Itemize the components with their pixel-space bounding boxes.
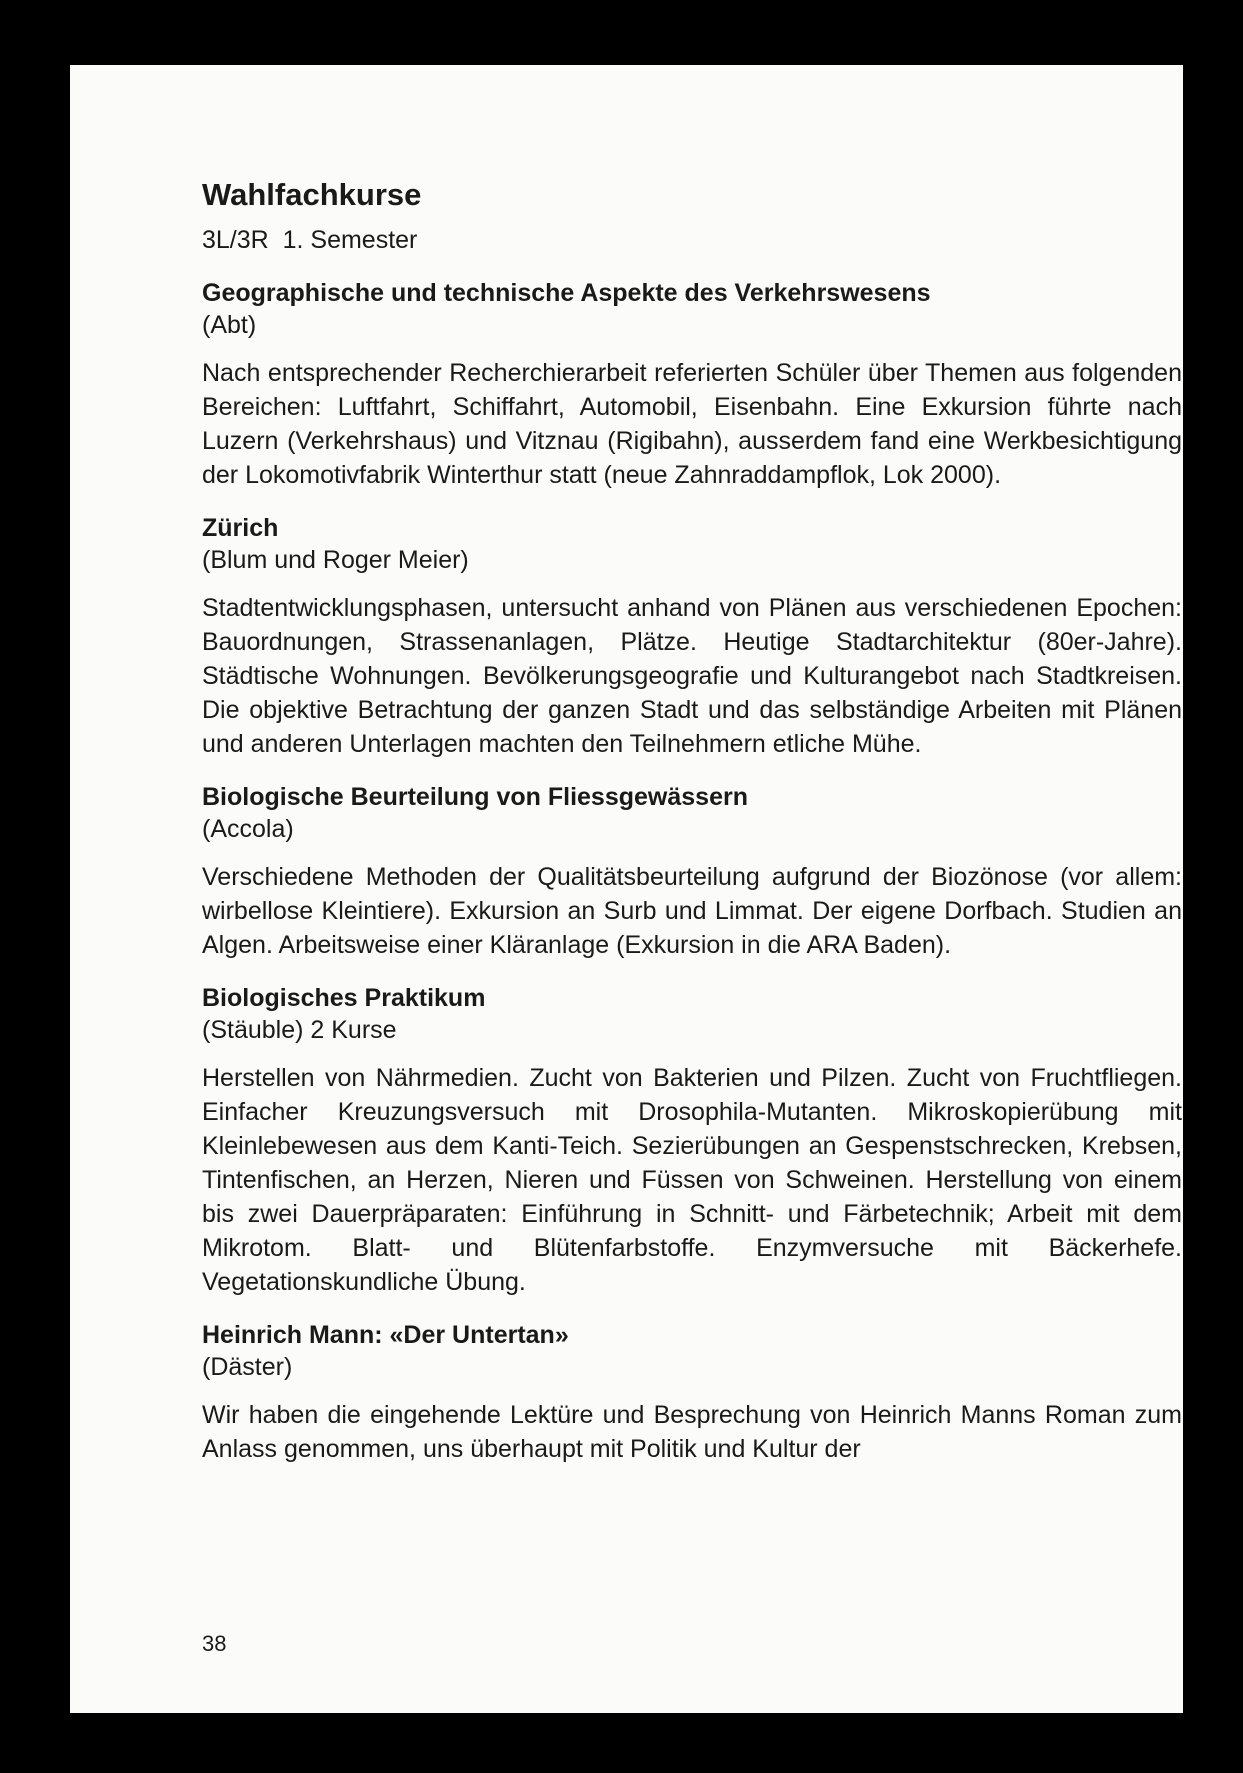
course-description: Nach entsprechender Recherchierarbeit referierten Schüler über Themen aus folgenden Bereichen: Luftfahrt, Schiffahrt, Automobil, Eisenbahn. Eine Exkursion führte nach Luzern (Verkehrshaus) und Vitznau (Rigibahn), ausserdem fand eine Werkbesichtigung der Lokomotivfabrik Winterthur statt (neue Zahnraddampflok, Lok 2000). (202, 358, 1182, 489)
page-content (202, 177, 1182, 1486)
course-section (202, 982, 1182, 1299)
course-description: Verschiedene Methoden der Qualitätsbeurteilung aufgrund der Biozönose (vor allem: wirbellose Kleintiere). Exkursion an Surb und Limmat. Der eigene Dorfbach. Studien an Algen. Arbeitsweise einer Kläranlage (Exkursion in die ARA Baden). (202, 862, 1182, 959)
semester-label: 3L/3R 1. Semester (202, 225, 418, 254)
course-section (202, 277, 1182, 492)
course-description: Herstellen von Nährmedien. Zucht von Bakterien und Pilzen. Zucht von Fruchtfliegen. Einfacher Kreuzungsversuch mit Drosophila-Mutanten. Mikroskopierübung mit Kleinlebewesen aus dem Kanti-Teich. Sezierübungen an Gespenstschrecken, Krebsen, Tintenfischen, an Herzen, Nieren und Füssen von Schweinen. Herstellung von einem bis zwei Dauerpräparaten: Einführung in Schnitt- und Färbetechnik; Arbeit mit dem Mikrotom. Blatt- und Blütenfarbstoffe. Enzymversuche mit Bäckerhefe. Vegetationskundliche Übung. (202, 1063, 1182, 1296)
course-heading: Zürich (202, 513, 279, 542)
course-teacher: (Abt) (202, 311, 257, 340)
course-section (202, 781, 1182, 962)
course-heading: Geographische und technische Aspekte des Verkehrswesens (202, 278, 931, 307)
course-teacher: (Accola) (202, 815, 294, 844)
course-description: Stadtentwicklungsphasen, untersucht anhand von Plänen aus verschiedenen Epochen: Bauordnungen, Strassenanlagen, Plätze. Heutige Stadtarchitektur (80er-Jahre). Städtische Wohnungen. Bevölkerungsgeografie und Kulturangebot nach Stadtkreisen. Die objektive Betrachtung der ganzen Stadt und das selbständige Arbeiten mit Plänen und anderen Unterlagen machten den Teilnehmern etliche Mühe. (202, 593, 1182, 758)
page-title: Wahlfachkurse (202, 177, 422, 212)
course-heading: Biologisches Praktikum (202, 983, 486, 1012)
course-heading: Biologische Beurteilung von Fliessgewässern (202, 782, 748, 811)
course-teacher: (Däster) (202, 1353, 293, 1382)
course-teacher: (Blum und Roger Meier) (202, 546, 469, 575)
course-description: Wir haben die eingehende Lektüre und Besprechung von Heinrich Manns Roman zum Anlass genommen, uns überhaupt mit Politik und Kultur der (202, 1400, 1182, 1463)
course-teacher: (Stäuble) 2 Kurse (202, 1016, 397, 1045)
course-heading: Heinrich Mann: «Der Untertan» (202, 1320, 569, 1349)
document-page (70, 65, 1183, 1713)
course-section (202, 1319, 1182, 1466)
course-section (202, 512, 1182, 761)
page-number: 38 (202, 1631, 227, 1656)
